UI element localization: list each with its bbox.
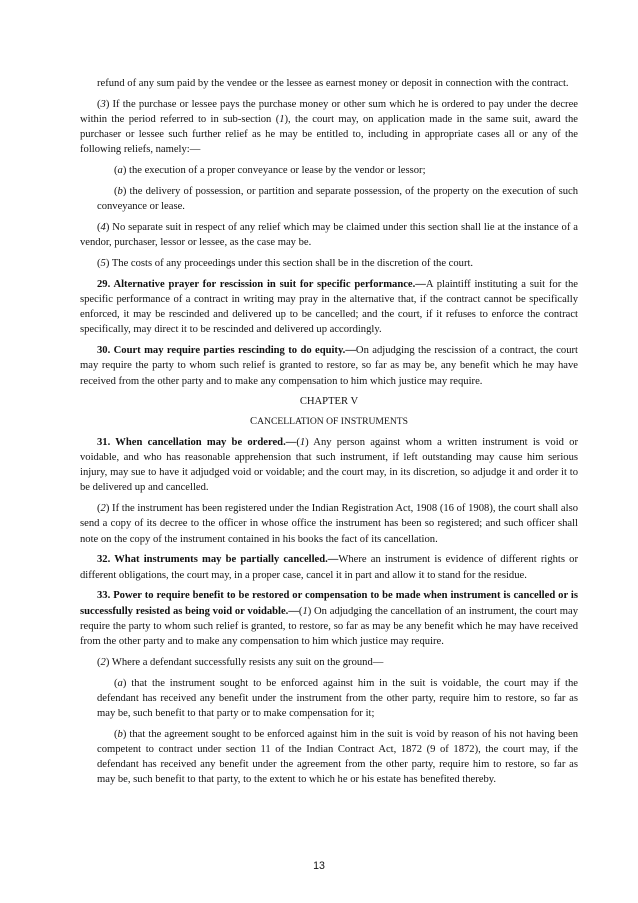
clause-b: (b) the delivery of possession, or partition and separate possession, of the property on the execution of such conveyance or lease. bbox=[97, 186, 578, 213]
section-33-clause-b: (b) that the agreement sought to be enforced against him in the suit is void by reason of his not having been competent to contract under section 11 of the Indian Contract Act, 1872 (9 of 1872), the court may, if the defendant has received any benefit under the agreement from the other party, require him to restore, so far as may be, such benefit to that party, to the extent to which he or his estate has benefited thereby. bbox=[97, 728, 578, 786]
paragraph-continuation: refund of any sum paid by the vendee or the lessee as earnest money or deposit in connection with the contract. bbox=[97, 78, 569, 89]
section-29: 29. Alternative prayer for rescission in suit for specific performance.—A plaintiff instituting a suit for the specific performance of a contract in writing may pray in the alternative that, if the contract cannot be specifically enforced, it may be rescinded and delivered up to be cancelled; and the court, if it refuses to enforce the contract specifically, may direct it to be rescinded and delivered up accordingly. bbox=[80, 278, 578, 336]
subsection-4: (4) No separate suit in respect of any relief which may be claimed under this section shall lie at the instance of a vendor, purchaser, lessor or lessee, as the case may be. bbox=[80, 222, 578, 249]
document-page bbox=[80, 76, 578, 793]
section-33-clause-a: (a) that the instrument sought to be enforced against him in the suit is voidable, the court may if the defendant has received any benefit under the instrument from the other party, require him to restore, so far as may be, such benefit to that party or to make compensation for it; bbox=[97, 677, 578, 720]
section-29-heading: 29. Alternative prayer for rescission in suit for specific performance.— bbox=[97, 278, 426, 290]
section-33: 33. Power to require benefit to be restored or compensation to be made when instrument is cancelled or is successfully resisted as being void or voidable.—(1) On adjudging the cancellation of an instrument, the court may require the party to whom such relief is granted, to restore, so far as may be any benefit which he may have received from the other party and to make any compensation to him which justice may require. bbox=[80, 590, 578, 648]
page-number: 13 bbox=[313, 860, 325, 872]
subsection-3: (3) If the purchase or lessee pays the purchase money or other sum which he is ordered to pay under the decree within the period referred to in sub-section (1), the court may, on application made in the same suit, award the purchaser or lessee such further relief as he may be entitled to, including in appropriate cases all or any of the following reliefs, namely:— bbox=[80, 98, 578, 156]
section-32-heading: 32. What instruments may be partially cancelled.— bbox=[97, 554, 339, 566]
section-32: 32. What instruments may be partially cancelled.—Where an instrument is evidence of different rights or different obligations, the court may, in a proper case, cancel it in part and allow it to stand for the residue. bbox=[80, 554, 578, 581]
section-33-subsection-2: (2) Where a defendant successfully resists any suit on the ground— bbox=[97, 656, 384, 668]
section-33-heading: 33. Power to require benefit to be restored or compensation to be made when instrument is cancelled or is successfully resisted as being void or voidable.— bbox=[80, 590, 578, 617]
section-30-heading: 30. Court may require parties rescinding to do equity.— bbox=[97, 345, 356, 357]
section-31-subsection-2: (2) If the instrument has been registered under the Indian Registration Act, 1908 (16 of 1908), the court shall also send a copy of its decree to the officer in whose office the instrument has been so registered; and such officer shall note on the copy of the instrument contained in his books the fact of its cancellation. bbox=[80, 503, 578, 545]
clause-a: (a) the execution of a proper conveyance or lease by the vendor or lessor; bbox=[114, 165, 426, 177]
subsection-5: (5) The costs of any proceedings under this section shall be in the discretion of the court. bbox=[97, 258, 474, 269]
section-31: 31. When cancellation may be ordered.—(1) Any person against whom a written instrument is void or voidable, and who has reasonable apprehension that such instrument, if left outstanding may cause him serious injury, may sue to have it adjudged void or voidable; and the court may, in its discretion, so adjudge it and order it to be delivered up and cancelled. bbox=[80, 436, 578, 494]
chapter-title: CHAPTER V bbox=[299, 396, 359, 408]
section-31-heading: 31. When cancellation may be ordered.— bbox=[97, 436, 297, 448]
section-30: 30. Court may require parties rescinding to do equity.—On adjudging the rescission of a contract, the court may require the party to whom such relief is granted to restore, so far as may be, any benefit which he may have received from the other party and to make any compensation to him which justice may require. bbox=[80, 345, 578, 387]
chapter-subtitle: CANCELLATION OF INSTRUMENTS bbox=[250, 415, 408, 427]
